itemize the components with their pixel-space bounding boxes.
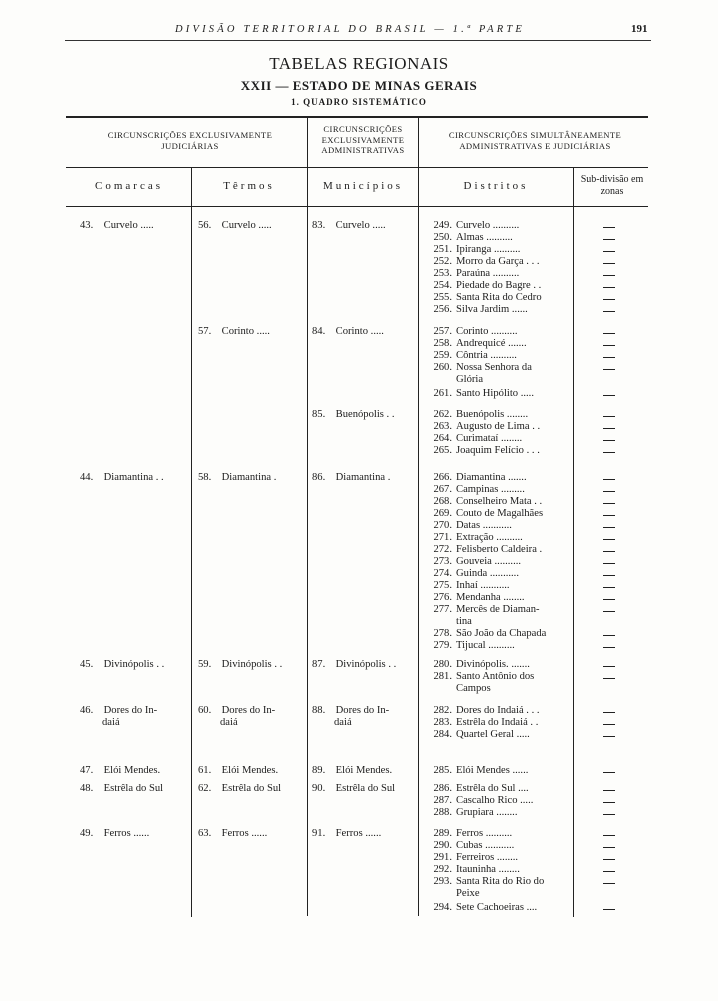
zone-dash — [603, 227, 615, 228]
page-number: 191 — [631, 23, 648, 35]
distrito-number: 270. — [433, 520, 452, 531]
distrito-row — [423, 292, 542, 304]
distrito-name: Gouveia .......... — [456, 556, 522, 567]
distrito-name: Almas .......... — [456, 232, 513, 243]
termo-entry — [198, 828, 304, 840]
termo-entry — [198, 783, 304, 795]
distrito-number: 281. — [433, 671, 452, 682]
group-header-rule — [66, 167, 648, 168]
distrito-number: 255. — [433, 292, 452, 303]
distrito-row — [423, 544, 542, 556]
comarca-entry-number: 44. — [80, 472, 94, 483]
distrito-row — [423, 304, 528, 316]
distrito-name-cont: Glória — [456, 374, 484, 385]
zone-dash — [603, 357, 615, 358]
municipio-entry-name: Divinópolis . . — [333, 659, 397, 670]
municipio-entry — [312, 220, 416, 232]
distrito-name: Conselheiro Mata . . — [456, 496, 543, 507]
comarca-entry-name: Dores do In- — [101, 705, 158, 716]
municipio-entry — [312, 409, 416, 421]
comarca-entry — [80, 659, 188, 671]
group-header-simultaneas: CIRCUNSCRIÇÕES SIMULTÂNEAMENTE ADMINISTRATIVAS E JUDICIÁRIAS — [448, 130, 622, 151]
zone-dash — [603, 563, 615, 564]
distrito-name: Dores do Indaiá . . . — [456, 705, 540, 716]
zone-dash — [603, 847, 615, 848]
municipio-entry-name: Corinto ..... — [333, 326, 384, 337]
distrito-number: 260. — [433, 362, 452, 373]
distrito-number: 266. — [433, 472, 452, 483]
distrito-row — [423, 852, 518, 864]
col-divider-2 — [418, 116, 419, 916]
col-header-comarcas: Comarcas — [95, 180, 163, 192]
termo-entry-name: Diamantina . — [219, 472, 277, 483]
distrito-name: Cubas ........... — [456, 840, 515, 851]
municipio-entry-name: Diamantina . — [333, 472, 391, 483]
distrito-number: 274. — [433, 568, 452, 579]
distrito-number: 287. — [433, 795, 452, 806]
distrito-row — [423, 556, 521, 568]
distrito-number: 259. — [433, 350, 452, 361]
distrito-row — [423, 362, 532, 374]
zone-dash — [603, 909, 615, 910]
distrito-row — [423, 671, 534, 683]
distrito-number: 285. — [433, 765, 452, 776]
distrito-row — [423, 659, 530, 671]
termo-entry — [198, 326, 304, 338]
zone-dash — [603, 666, 615, 667]
distrito-number: 282. — [433, 705, 452, 716]
distrito-row — [423, 628, 546, 640]
distrito-row — [423, 388, 534, 400]
distrito-row — [423, 268, 519, 280]
distrito-number: 265. — [433, 445, 452, 456]
zone-dash — [603, 814, 615, 815]
municipio-entry-name-cont: daiá — [334, 717, 352, 728]
zone-dash — [603, 871, 615, 872]
distrito-name: Mendanha ........ — [456, 592, 525, 603]
distrito-row — [423, 840, 514, 852]
group-header-judiciarias: CIRCUNSCRIÇÕES EXCLUSIVAMENTE JUDICIÁRIAS — [107, 130, 273, 151]
distrito-number: 271. — [433, 532, 452, 543]
zone-dash — [603, 333, 615, 334]
distrito-number: 249. — [433, 220, 452, 231]
distrito-name: Elói Mendes ...... — [456, 765, 529, 776]
table-top-rule — [66, 116, 648, 118]
distrito-number: 283. — [433, 717, 452, 728]
municipio-entry — [312, 828, 416, 840]
distrito-row — [423, 705, 540, 717]
distrito-number: 252. — [433, 256, 452, 267]
zone-dash — [603, 503, 615, 504]
termo-entry-number: 60. — [198, 705, 212, 716]
distrito-row — [423, 532, 523, 544]
distrito-row — [423, 472, 527, 484]
zone-dash — [603, 345, 615, 346]
distrito-row — [423, 445, 540, 457]
zone-dash — [603, 452, 615, 453]
distrito-number: 257. — [433, 326, 452, 337]
comarca-entry — [80, 783, 188, 795]
zone-dash — [603, 724, 615, 725]
zone-dash — [603, 835, 615, 836]
termo-entry-name: Dores do In- — [219, 705, 276, 716]
distrito-number: 279. — [433, 640, 452, 651]
zone-dash — [603, 299, 615, 300]
distrito-row — [423, 256, 540, 268]
comarca-entry — [80, 765, 188, 777]
distrito-row — [423, 409, 528, 421]
distrito-row — [423, 729, 530, 741]
distrito-name-cont: tina — [456, 616, 472, 627]
distrito-name: Santa Rita do Cedro — [456, 292, 542, 303]
zone-dash — [603, 239, 615, 240]
distrito-row — [423, 902, 537, 914]
termo-entry-name-cont: daiá — [220, 717, 238, 728]
zone-dash — [603, 369, 615, 370]
termo-entry — [198, 220, 304, 232]
zone-dash — [603, 802, 615, 803]
distrito-name: Divinópolis. ....... — [456, 659, 530, 670]
distrito-name: Curimataí ........ — [456, 433, 523, 444]
zone-dash — [603, 311, 615, 312]
municipio-entry-name: Buenópolis . . — [333, 409, 395, 420]
comarca-entry-number: 47. — [80, 765, 94, 776]
distrito-row — [423, 807, 517, 819]
termo-entry-number: 56. — [198, 220, 212, 231]
zone-dash — [603, 587, 615, 588]
zone-dash — [603, 883, 615, 884]
distrito-row — [423, 520, 512, 532]
distrito-number: 275. — [433, 580, 452, 591]
distrito-row — [423, 326, 518, 338]
municipio-entry-number: 83. — [312, 220, 326, 231]
distrito-name: Cascalho Rico ..... — [456, 795, 534, 806]
distrito-row — [423, 640, 515, 652]
comarca-entry-number: 46. — [80, 705, 94, 716]
comarca-entry-number: 45. — [80, 659, 94, 670]
distrito-name: Ipiranga .......... — [456, 244, 521, 255]
comarca-entry — [80, 828, 188, 840]
distrito-row — [423, 717, 538, 729]
distrito-number: 254. — [433, 280, 452, 291]
zone-dash — [603, 287, 615, 288]
distrito-name: Datas ........... — [456, 520, 512, 531]
distrito-name: Augusto de Lima . . — [456, 421, 541, 432]
municipio-entry — [312, 705, 416, 729]
distrito-name: Ferros .......... — [456, 828, 513, 839]
distrito-number: 272. — [433, 544, 452, 555]
distrito-row — [423, 338, 527, 350]
distrito-row — [423, 280, 541, 292]
zone-dash — [603, 263, 615, 264]
municipio-entry-number: 90. — [312, 783, 326, 794]
distrito-name: Andrequicé ....... — [456, 338, 527, 349]
distrito-number: 269. — [433, 508, 452, 519]
col-divider-3 — [573, 167, 574, 917]
termo-entry-name: Estrêla do Sul — [219, 783, 282, 794]
column-header-rule — [66, 206, 648, 207]
termo-entry-name: Divinópolis . . — [219, 659, 283, 670]
termo-entry-name: Curvelo ..... — [219, 220, 272, 231]
distrito-number: 290. — [433, 840, 452, 851]
distrito-row — [423, 244, 520, 256]
zone-dash — [603, 859, 615, 860]
zone-dash — [603, 440, 615, 441]
distrito-name: Itauninha ........ — [456, 864, 520, 875]
distrito-number: 280. — [433, 659, 452, 670]
col-header-termos: Têrmos — [223, 180, 275, 192]
distrito-row — [423, 765, 528, 777]
municipio-entry — [312, 326, 416, 338]
comarca-entry-name-cont: daiá — [102, 717, 120, 728]
municipio-entry — [312, 472, 416, 484]
zone-dash — [603, 611, 615, 612]
municipio-entry-number: 91. — [312, 828, 326, 839]
col-header-subdivisao: Sub-divisão em zonas — [580, 174, 644, 197]
distrito-number: 256. — [433, 304, 452, 315]
distrito-row — [423, 433, 522, 445]
termo-entry-number: 61. — [198, 765, 212, 776]
distrito-row — [423, 864, 520, 876]
running-title: DIVISÃO TERRITORIAL DO BRASIL — 1.ª PARTE — [175, 24, 526, 35]
zone-dash — [603, 736, 615, 737]
zone-dash — [603, 772, 615, 773]
distrito-number: 276. — [433, 592, 452, 603]
termo-entry-number: 57. — [198, 326, 212, 337]
distrito-name: Ferreiros ........ — [456, 852, 519, 863]
termo-entry-number: 63. — [198, 828, 212, 839]
termo-entry — [198, 659, 304, 671]
distrito-name: Felisberto Caldeira . — [456, 544, 543, 555]
distrito-name-cont: Peixe — [456, 888, 480, 899]
termo-entry — [198, 705, 304, 729]
distrito-row — [423, 350, 517, 362]
termo-entry-name: Ferros ...... — [219, 828, 268, 839]
distrito-name: Diamantina ....... — [456, 472, 527, 483]
distrito-number: 268. — [433, 496, 452, 507]
municipio-entry-number: 89. — [312, 765, 326, 776]
distrito-number: 263. — [433, 421, 452, 432]
distrito-number: 251. — [433, 244, 452, 255]
distrito-name: Côntria .......... — [456, 350, 517, 361]
zone-dash — [603, 539, 615, 540]
termo-entry-number: 59. — [198, 659, 212, 670]
zone-dash — [603, 275, 615, 276]
distrito-row — [423, 795, 533, 807]
distrito-number: 288. — [433, 807, 452, 818]
distrito-number: 258. — [433, 338, 452, 349]
distrito-row — [423, 604, 540, 616]
distrito-number: 264. — [433, 433, 452, 444]
comarca-entry-number: 43. — [80, 220, 94, 231]
distrito-number: 291. — [433, 852, 452, 863]
distrito-row — [423, 496, 542, 508]
comarca-entry-name: Curvelo ..... — [101, 220, 154, 231]
zone-dash — [603, 527, 615, 528]
comarca-entry — [80, 705, 188, 729]
distrito-row — [423, 484, 525, 496]
municipio-entry-number: 85. — [312, 409, 326, 420]
zone-dash — [603, 647, 615, 648]
section-title: 1. QUADRO SISTEMÁTICO — [291, 97, 427, 107]
comarca-entry — [80, 472, 188, 484]
termo-entry-number: 62. — [198, 783, 212, 794]
distrito-number: 294. — [433, 902, 452, 913]
page-title: TABELAS REGIONAIS — [269, 54, 449, 73]
group-header-administrativas: CIRCUNSCRIÇÕES EXCLUSIVAMENTE ADMINISTRATIVAS — [321, 124, 405, 155]
distrito-row — [423, 592, 525, 604]
distrito-row — [423, 220, 519, 232]
distrito-name: Quartel Geral ..... — [456, 729, 530, 740]
distrito-number: 273. — [433, 556, 452, 567]
comarca-entry-number: 49. — [80, 828, 94, 839]
distrito-number: 267. — [433, 484, 452, 495]
municipio-entry-name: Curvelo ..... — [333, 220, 386, 231]
distrito-name: Buenópolis ........ — [456, 409, 529, 420]
comarca-entry-name: Diamantina . . — [101, 472, 164, 483]
municipio-entry-name: Ferros ...... — [333, 828, 382, 839]
distrito-name: Guinda ........... — [456, 568, 519, 579]
distrito-name: Santa Rita do Rio do — [456, 876, 545, 887]
comarca-entry-name: Estrêla do Sul — [101, 783, 164, 794]
distrito-name: Nossa Senhora da — [456, 362, 532, 373]
distrito-number: 250. — [433, 232, 452, 243]
distrito-name: Mercês de Diaman- — [456, 604, 540, 615]
col-divider-0 — [191, 167, 192, 917]
distrito-name: Estrêla do Indaiá . . — [456, 717, 539, 728]
comarca-entry-name: Ferros ...... — [101, 828, 150, 839]
state-subtitle: XXII — ESTADO DE MINAS GERAIS — [240, 78, 478, 93]
distrito-name: Tijucal .......... — [456, 640, 515, 651]
distrito-name: Paraúna .......... — [456, 268, 520, 279]
col-divider-1 — [307, 116, 308, 916]
distrito-row — [423, 421, 540, 433]
municipio-entry-name: Elói Mendes. — [333, 765, 393, 776]
distrito-number: 286. — [433, 783, 452, 794]
comarca-entry-name: Divinópolis . . — [101, 659, 165, 670]
termo-entry — [198, 472, 304, 484]
header-rule — [65, 40, 651, 41]
municipio-entry-number: 86. — [312, 472, 326, 483]
distrito-name: Santo Antônio dos — [456, 671, 535, 682]
zone-dash — [603, 551, 615, 552]
municipio-entry-name: Estrêla do Sul — [333, 783, 396, 794]
distrito-name: Piedade do Bagre . . — [456, 280, 542, 291]
distrito-number: 262. — [433, 409, 452, 420]
zone-dash — [603, 251, 615, 252]
distrito-name: Santo Hipólito ..... — [456, 388, 534, 399]
distrito-name-cont: Campos — [456, 683, 491, 694]
zone-dash — [603, 515, 615, 516]
distrito-number: 289. — [433, 828, 452, 839]
distrito-name: São João da Chapada — [456, 628, 547, 639]
zone-dash — [603, 428, 615, 429]
distrito-number: 284. — [433, 729, 452, 740]
zone-dash — [603, 790, 615, 791]
distrito-name: Grupiara ........ — [456, 807, 518, 818]
distrito-row — [423, 580, 510, 592]
termo-entry-name: Corinto ..... — [219, 326, 270, 337]
zone-dash — [603, 491, 615, 492]
distrito-name: Corinto .......... — [456, 326, 518, 337]
distrito-name: Joaquim Felício . . . — [456, 445, 540, 456]
distrito-number: 277. — [433, 604, 452, 615]
comarca-entry-number: 48. — [80, 783, 94, 794]
distrito-name: Estrêla do Sul .... — [456, 783, 529, 794]
zone-dash — [603, 678, 615, 679]
municipio-entry — [312, 783, 416, 795]
zone-dash — [603, 599, 615, 600]
comarca-entry-name: Elói Mendes. — [101, 765, 161, 776]
distrito-row — [423, 876, 544, 888]
col-header-municipios: Municípios — [322, 180, 404, 192]
termo-entry-name: Elói Mendes. — [219, 765, 279, 776]
distrito-name: Silva Jardim ...... — [456, 304, 528, 315]
distrito-name: Morro da Garça . . . — [456, 256, 540, 267]
termo-entry — [198, 765, 304, 777]
zone-dash — [603, 635, 615, 636]
distrito-row — [423, 568, 519, 580]
distrito-number: 253. — [433, 268, 452, 279]
distrito-number: 278. — [433, 628, 452, 639]
distrito-name: Extração .......... — [456, 532, 523, 543]
zone-dash — [603, 395, 615, 396]
distrito-name: Sete Cachoeiras .... — [456, 902, 538, 913]
distrito-name: Curvelo .......... — [456, 220, 520, 231]
municipio-entry-number: 84. — [312, 326, 326, 337]
municipio-entry-name: Dores do In- — [333, 705, 390, 716]
municipio-entry-number: 88. — [312, 705, 326, 716]
zone-dash — [603, 575, 615, 576]
distrito-row — [423, 508, 543, 520]
distrito-name: Couto de Magalhães — [456, 508, 544, 519]
distrito-number: 293. — [433, 876, 452, 887]
zone-dash — [603, 479, 615, 480]
distrito-number: 261. — [433, 388, 452, 399]
termo-entry-number: 58. — [198, 472, 212, 483]
col-header-distritos: Distritos — [463, 180, 529, 192]
municipio-entry — [312, 765, 416, 777]
zone-dash — [603, 416, 615, 417]
zone-dash — [603, 712, 615, 713]
distrito-name: Campinas ......... — [456, 484, 525, 495]
distrito-row — [423, 783, 529, 795]
distrito-row — [423, 828, 512, 840]
municipio-entry — [312, 659, 416, 671]
distrito-number: 292. — [433, 864, 452, 875]
distrito-name: Inhaí ........... — [456, 580, 510, 591]
municipio-entry-number: 87. — [312, 659, 326, 670]
comarca-entry — [80, 220, 188, 232]
distrito-row — [423, 232, 513, 244]
